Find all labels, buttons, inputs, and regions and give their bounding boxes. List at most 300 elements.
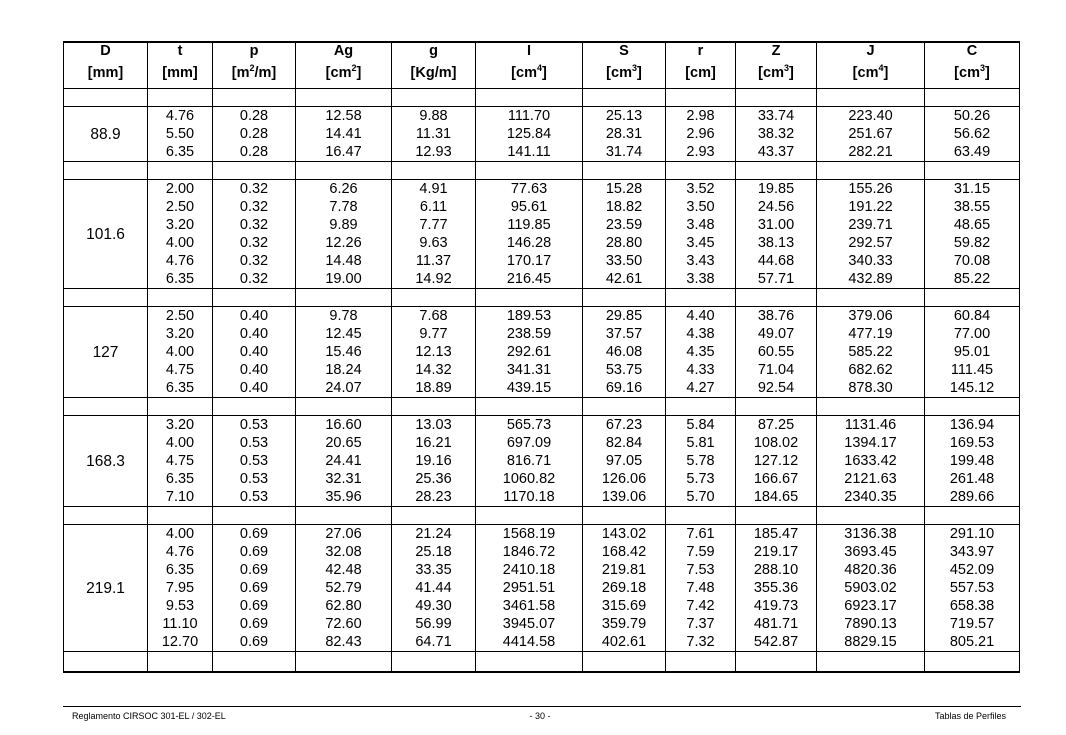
table-cell: 29.85 xyxy=(583,307,666,326)
spacer-cell xyxy=(736,507,817,525)
table-cell: 143.02 xyxy=(583,525,666,544)
unit-tail: ] xyxy=(883,65,889,81)
unit-exponent: 4 xyxy=(536,63,542,74)
table-row xyxy=(64,252,1020,270)
column-header-symbol: C xyxy=(925,42,1020,59)
table-cell: 95.61 xyxy=(476,198,583,216)
table-cell: 565.73 xyxy=(476,416,583,435)
table-cell: 7890.13 xyxy=(817,615,925,633)
spacer-cell xyxy=(64,398,148,416)
table-cell: 682.62 xyxy=(817,361,925,379)
diameter-cell: 127 xyxy=(64,307,148,398)
spacer-cell xyxy=(476,652,583,673)
table-cell: 18.89 xyxy=(392,379,476,398)
table-cell: 481.71 xyxy=(736,615,817,633)
column-header-unit xyxy=(666,59,736,89)
spacer-cell xyxy=(817,652,925,673)
table-cell: 77.63 xyxy=(476,180,583,199)
table-cell: 28.31 xyxy=(583,125,666,143)
table-cell: 49.30 xyxy=(392,597,476,615)
table-cell: 9.78 xyxy=(296,307,392,326)
spacer-cell xyxy=(64,507,148,525)
table-cell: 3.20 xyxy=(148,325,213,343)
table-cell: 32.31 xyxy=(296,470,392,488)
table-cell: 3136.38 xyxy=(817,525,925,544)
table-row xyxy=(64,615,1020,633)
table-cell: 191.22 xyxy=(817,198,925,216)
table-body xyxy=(64,89,1020,673)
table-cell: 56.99 xyxy=(392,615,476,633)
table-row xyxy=(64,470,1020,488)
table-cell: 0.69 xyxy=(213,633,296,652)
table-cell: 7.95 xyxy=(148,579,213,597)
table-row xyxy=(64,488,1020,507)
table-cell: 31.00 xyxy=(736,216,817,234)
spacer-row xyxy=(64,652,1020,673)
spacer-cell xyxy=(736,398,817,416)
table-cell: 1131.46 xyxy=(817,416,925,435)
spacer-cell xyxy=(296,162,392,180)
table-cell: 12.26 xyxy=(296,234,392,252)
table-cell: 5.73 xyxy=(666,470,736,488)
table-cell: 0.53 xyxy=(213,434,296,452)
table-cell: 28.23 xyxy=(392,488,476,507)
spacer-cell xyxy=(476,89,583,107)
table-cell: 7.42 xyxy=(666,597,736,615)
spacer-cell xyxy=(296,289,392,307)
table-cell: 402.61 xyxy=(583,633,666,652)
footer-document-title: Reglamento CIRSOC 301-EL / 302-EL xyxy=(72,711,226,721)
spacer-cell xyxy=(296,398,392,416)
table-row xyxy=(64,143,1020,162)
table-cell: 43.37 xyxy=(736,143,817,162)
table-cell: 0.32 xyxy=(213,270,296,289)
table-cell: 19.85 xyxy=(736,180,817,199)
table-row xyxy=(64,107,1020,126)
unit-base: [mm] xyxy=(87,65,124,81)
table-cell: 0.32 xyxy=(213,180,296,199)
table-cell: 3461.58 xyxy=(476,597,583,615)
unit-base: [cm xyxy=(606,65,632,81)
table-row xyxy=(64,270,1020,289)
footer-page-number: - 30 - xyxy=(529,711,551,721)
table-cell: 23.59 xyxy=(583,216,666,234)
table-cell: 4.75 xyxy=(148,452,213,470)
table-cell: 585.22 xyxy=(817,343,925,361)
table-cell: 12.93 xyxy=(392,143,476,162)
table-cell: 189.53 xyxy=(476,307,583,326)
table-cell: 359.79 xyxy=(583,615,666,633)
table-cell: 16.60 xyxy=(296,416,392,435)
table-cell: 63.49 xyxy=(925,143,1020,162)
spacer-cell xyxy=(817,89,925,107)
table-cell: 5.70 xyxy=(666,488,736,507)
table-cell: 38.13 xyxy=(736,234,817,252)
table-cell: 4.35 xyxy=(666,343,736,361)
spacer-cell xyxy=(817,398,925,416)
table-cell: 9.89 xyxy=(296,216,392,234)
table-cell: 38.32 xyxy=(736,125,817,143)
spacer-cell xyxy=(64,89,148,107)
table-cell: 3.48 xyxy=(666,216,736,234)
spacer-cell xyxy=(213,652,296,673)
table-cell: 2340.35 xyxy=(817,488,925,507)
table-cell: 1633.42 xyxy=(817,452,925,470)
table-cell: 14.32 xyxy=(392,361,476,379)
table-cell: 288.10 xyxy=(736,561,817,579)
table-cell: 7.37 xyxy=(666,615,736,633)
spacer-cell xyxy=(583,652,666,673)
spacer-cell xyxy=(736,289,817,307)
table-cell: 67.23 xyxy=(583,416,666,435)
table-cell: 24.07 xyxy=(296,379,392,398)
unit-base: [cm] xyxy=(685,65,716,81)
table-cell: 49.07 xyxy=(736,325,817,343)
unit-base: [mm] xyxy=(162,65,198,81)
table-cell: 31.15 xyxy=(925,180,1020,199)
unit-base: [cm xyxy=(954,65,980,81)
table-cell: 719.57 xyxy=(925,615,1020,633)
table-cell: 697.09 xyxy=(476,434,583,452)
spacer-cell xyxy=(925,398,1020,416)
table-cell: 18.82 xyxy=(583,198,666,216)
table-cell: 238.59 xyxy=(476,325,583,343)
table-cell: 77.00 xyxy=(925,325,1020,343)
table-cell: 0.32 xyxy=(213,198,296,216)
spacer-cell xyxy=(476,162,583,180)
table-cell: 0.69 xyxy=(213,525,296,544)
spacer-cell xyxy=(817,507,925,525)
table-cell: 216.45 xyxy=(476,270,583,289)
table-cell: 82.84 xyxy=(583,434,666,452)
table-cell: 16.47 xyxy=(296,143,392,162)
table-cell: 3.45 xyxy=(666,234,736,252)
column-header-symbol: D xyxy=(64,42,148,59)
table-cell: 37.57 xyxy=(583,325,666,343)
table-cell: 69.16 xyxy=(583,379,666,398)
table-cell: 12.13 xyxy=(392,343,476,361)
table-cell: 3.20 xyxy=(148,416,213,435)
column-header-unit xyxy=(296,59,392,89)
spacer-cell xyxy=(64,652,148,673)
column-header-unit xyxy=(64,59,148,89)
spacer-cell xyxy=(925,652,1020,673)
table-cell: 0.40 xyxy=(213,307,296,326)
table-cell: 7.61 xyxy=(666,525,736,544)
unit-base: [cm xyxy=(511,65,537,81)
table-cell: 42.48 xyxy=(296,561,392,579)
table-cell: 33.50 xyxy=(583,252,666,270)
table-cell: 59.82 xyxy=(925,234,1020,252)
table-cell: 261.48 xyxy=(925,470,1020,488)
table-cell: 1394.17 xyxy=(817,434,925,452)
table-cell: 9.77 xyxy=(392,325,476,343)
table-cell: 15.46 xyxy=(296,343,392,361)
table-row xyxy=(64,452,1020,470)
table-cell: 542.87 xyxy=(736,633,817,652)
table-cell: 145.12 xyxy=(925,379,1020,398)
table-cell: 6.35 xyxy=(148,143,213,162)
table-row xyxy=(64,561,1020,579)
spacer-row xyxy=(64,162,1020,180)
table-cell: 223.40 xyxy=(817,107,925,126)
table-cell: 14.48 xyxy=(296,252,392,270)
unit-base: [cm xyxy=(758,65,784,81)
table-cell: 0.40 xyxy=(213,361,296,379)
table-cell: 6.35 xyxy=(148,470,213,488)
spacer-cell xyxy=(583,507,666,525)
footer-section-title: Tablas de Perfiles xyxy=(934,711,1006,721)
table-cell: 136.94 xyxy=(925,416,1020,435)
table-cell: 4.27 xyxy=(666,379,736,398)
unit-base: [Kg/m] xyxy=(410,65,457,81)
table-cell: 48.65 xyxy=(925,216,1020,234)
spacer-cell xyxy=(817,289,925,307)
table-cell: 18.24 xyxy=(296,361,392,379)
table-cell: 0.28 xyxy=(213,143,296,162)
column-header-unit xyxy=(736,59,817,89)
column-header-symbol: S xyxy=(583,42,666,59)
column-header-symbol: t xyxy=(148,42,213,59)
spacer-cell xyxy=(148,89,213,107)
table-cell: 46.08 xyxy=(583,343,666,361)
table-cell: 6.11 xyxy=(392,198,476,216)
table-cell: 878.30 xyxy=(817,379,925,398)
column-header-unit xyxy=(583,59,666,89)
table-cell: 28.80 xyxy=(583,234,666,252)
table-cell: 0.53 xyxy=(213,452,296,470)
table-cell: 108.02 xyxy=(736,434,817,452)
spacer-cell xyxy=(583,398,666,416)
column-header-symbol: J xyxy=(817,42,925,59)
table-cell: 1170.18 xyxy=(476,488,583,507)
table-cell: 0.53 xyxy=(213,416,296,435)
table-cell: 4.00 xyxy=(148,525,213,544)
table-cell: 7.48 xyxy=(666,579,736,597)
table-cell: 0.32 xyxy=(213,234,296,252)
table-cell: 92.54 xyxy=(736,379,817,398)
table-cell: 60.55 xyxy=(736,343,817,361)
spacer-cell xyxy=(583,289,666,307)
column-header-symbol: r xyxy=(666,42,736,59)
table-cell: 0.32 xyxy=(213,252,296,270)
unit-tail: /m] xyxy=(254,65,277,81)
unit-exponent: 3 xyxy=(979,63,985,74)
table-cell: 219.81 xyxy=(583,561,666,579)
table-cell: 127.12 xyxy=(736,452,817,470)
spacer-cell xyxy=(583,162,666,180)
spacer-cell xyxy=(925,89,1020,107)
spacer-cell xyxy=(213,507,296,525)
table-cell: 0.40 xyxy=(213,325,296,343)
table-cell: 72.60 xyxy=(296,615,392,633)
spacer-cell xyxy=(666,162,736,180)
table-cell: 5.84 xyxy=(666,416,736,435)
table-cell: 4.40 xyxy=(666,307,736,326)
table-cell: 27.06 xyxy=(296,525,392,544)
diameter-cell: 168.3 xyxy=(64,416,148,507)
spacer-cell xyxy=(64,289,148,307)
table-cell: 25.13 xyxy=(583,107,666,126)
table-cell: 87.25 xyxy=(736,416,817,435)
table-row xyxy=(64,416,1020,435)
column-header-unit xyxy=(925,59,1020,89)
table-cell: 6923.17 xyxy=(817,597,925,615)
table-cell: 111.45 xyxy=(925,361,1020,379)
table-cell: 4.91 xyxy=(392,180,476,199)
unit-exponent: 2 xyxy=(351,63,357,74)
table-cell: 292.61 xyxy=(476,343,583,361)
table-cell: 4.33 xyxy=(666,361,736,379)
table-cell: 64.71 xyxy=(392,633,476,652)
table-cell: 2.50 xyxy=(148,307,213,326)
table-cell: 11.31 xyxy=(392,125,476,143)
spacer-cell xyxy=(925,507,1020,525)
table-cell: 5.78 xyxy=(666,452,736,470)
spacer-cell xyxy=(736,162,817,180)
table-cell: 50.26 xyxy=(925,107,1020,126)
table-cell: 2.50 xyxy=(148,198,213,216)
spacer-row xyxy=(64,289,1020,307)
table-cell: 557.53 xyxy=(925,579,1020,597)
table-cell: 53.75 xyxy=(583,361,666,379)
spacer-cell xyxy=(925,162,1020,180)
table-cell: 0.32 xyxy=(213,216,296,234)
table-cell: 155.26 xyxy=(817,180,925,199)
table-cell: 0.53 xyxy=(213,488,296,507)
table-cell: 60.84 xyxy=(925,307,1020,326)
table-cell: 0.69 xyxy=(213,615,296,633)
table-cell: 19.00 xyxy=(296,270,392,289)
column-header-unit xyxy=(213,59,296,89)
table-cell: 439.15 xyxy=(476,379,583,398)
table-cell: 6.35 xyxy=(148,561,213,579)
table-cell: 1568.19 xyxy=(476,525,583,544)
table-cell: 4820.36 xyxy=(817,561,925,579)
table-cell: 70.08 xyxy=(925,252,1020,270)
spacer-cell xyxy=(666,289,736,307)
spacer-cell xyxy=(736,89,817,107)
table-cell: 219.17 xyxy=(736,543,817,561)
table-cell: 7.32 xyxy=(666,633,736,652)
table-cell: 292.57 xyxy=(817,234,925,252)
unit-base: [cm xyxy=(325,65,352,81)
table-cell: 199.48 xyxy=(925,452,1020,470)
table-row xyxy=(64,216,1020,234)
table-cell: 7.77 xyxy=(392,216,476,234)
unit-exponent: 3 xyxy=(783,63,789,74)
table-cell: 379.06 xyxy=(817,307,925,326)
table-cell: 0.28 xyxy=(213,125,296,143)
table-cell: 31.74 xyxy=(583,143,666,162)
table-cell: 2.93 xyxy=(666,143,736,162)
table-cell: 82.43 xyxy=(296,633,392,652)
table-cell: 452.09 xyxy=(925,561,1020,579)
spacer-cell xyxy=(148,289,213,307)
table-cell: 12.45 xyxy=(296,325,392,343)
table-cell: 4.00 xyxy=(148,343,213,361)
spacer-cell xyxy=(666,398,736,416)
table-row xyxy=(64,434,1020,452)
table-cell: 7.78 xyxy=(296,198,392,216)
table-cell: 139.06 xyxy=(583,488,666,507)
spacer-cell xyxy=(666,652,736,673)
table-cell: 0.28 xyxy=(213,107,296,126)
table-cell: 6.35 xyxy=(148,379,213,398)
table-cell: 251.67 xyxy=(817,125,925,143)
spacer-cell xyxy=(476,289,583,307)
column-header-symbol: g xyxy=(392,42,476,59)
spacer-cell xyxy=(476,507,583,525)
unit-tail: ] xyxy=(984,65,990,81)
table-row xyxy=(64,597,1020,615)
table-cell: 38.55 xyxy=(925,198,1020,216)
table-row xyxy=(64,307,1020,326)
table-cell: 25.18 xyxy=(392,543,476,561)
table-cell: 341.31 xyxy=(476,361,583,379)
table-cell: 0.40 xyxy=(213,379,296,398)
table-row xyxy=(64,579,1020,597)
table-cell: 7.68 xyxy=(392,307,476,326)
table-cell: 14.41 xyxy=(296,125,392,143)
table-row xyxy=(64,234,1020,252)
table-cell: 4.76 xyxy=(148,543,213,561)
spacer-cell xyxy=(213,162,296,180)
table-cell: 3945.07 xyxy=(476,615,583,633)
table-cell: 4.76 xyxy=(148,252,213,270)
table-cell: 11.10 xyxy=(148,615,213,633)
table-row xyxy=(64,543,1020,561)
unit-exponent: 3 xyxy=(631,63,637,74)
spacer-cell xyxy=(583,89,666,107)
table-cell: 7.59 xyxy=(666,543,736,561)
table-cell: 9.53 xyxy=(148,597,213,615)
column-header-symbol: Ag xyxy=(296,42,392,59)
table-cell: 419.73 xyxy=(736,597,817,615)
table-cell: 19.16 xyxy=(392,452,476,470)
table-cell: 71.04 xyxy=(736,361,817,379)
unit-exponent: 4 xyxy=(878,63,884,74)
table-cell: 282.21 xyxy=(817,143,925,162)
table-cell: 3.38 xyxy=(666,270,736,289)
table-row xyxy=(64,198,1020,216)
table-cell: 432.89 xyxy=(817,270,925,289)
table-cell: 805.21 xyxy=(925,633,1020,652)
table-cell: 57.71 xyxy=(736,270,817,289)
table-cell: 185.47 xyxy=(736,525,817,544)
spacer-cell xyxy=(148,162,213,180)
table-cell: 12.58 xyxy=(296,107,392,126)
table-cell: 9.63 xyxy=(392,234,476,252)
spacer-row xyxy=(64,89,1020,107)
table-cell: 16.21 xyxy=(392,434,476,452)
spacer-cell xyxy=(213,398,296,416)
table-cell: 291.10 xyxy=(925,525,1020,544)
table-cell: 4.75 xyxy=(148,361,213,379)
table-cell: 9.88 xyxy=(392,107,476,126)
table-cell: 315.69 xyxy=(583,597,666,615)
table-row xyxy=(64,633,1020,652)
table-cell: 15.28 xyxy=(583,180,666,199)
table-cell: 2.96 xyxy=(666,125,736,143)
table-cell: 12.70 xyxy=(148,633,213,652)
table-row xyxy=(64,180,1020,199)
spacer-cell xyxy=(476,398,583,416)
table-cell: 24.56 xyxy=(736,198,817,216)
table-cell: 658.38 xyxy=(925,597,1020,615)
table-cell: 239.71 xyxy=(817,216,925,234)
table-cell: 4.00 xyxy=(148,234,213,252)
